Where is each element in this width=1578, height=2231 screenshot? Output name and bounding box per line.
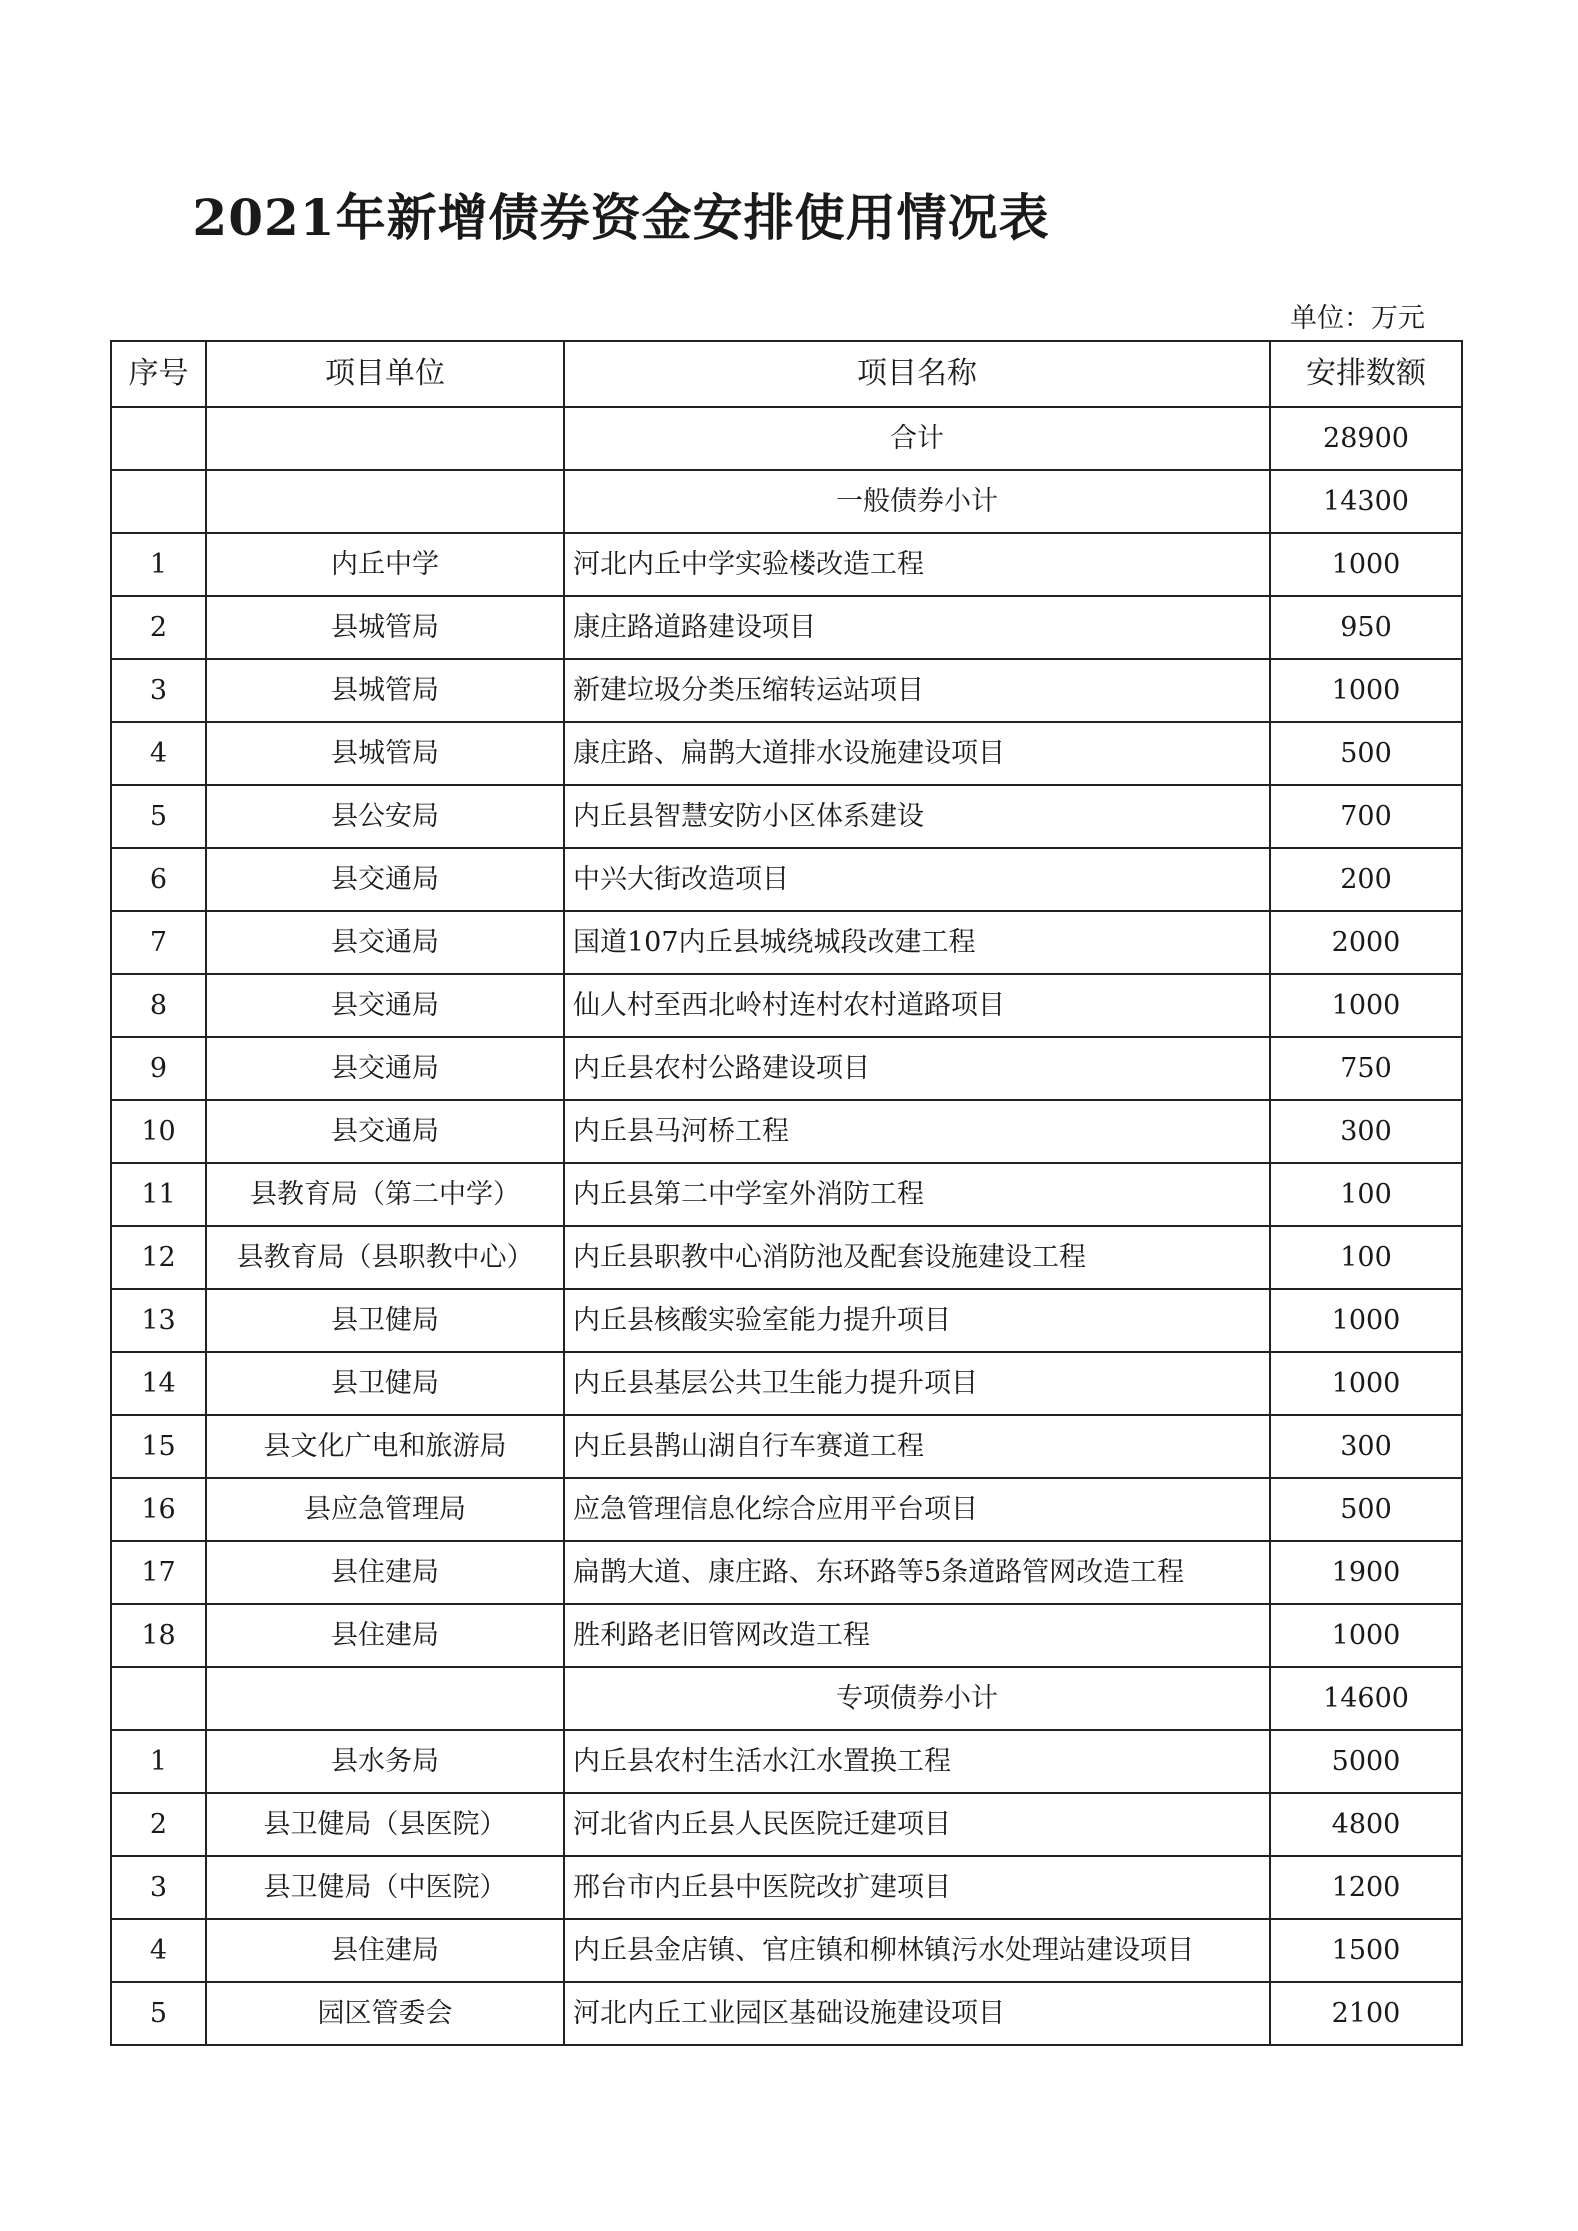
- row-seq: 1: [111, 1730, 206, 1793]
- row-name: 内丘县智慧安防小区体系建设: [564, 785, 1270, 848]
- table-row: [111, 659, 1462, 722]
- row-seq: 4: [111, 722, 206, 785]
- row-amount: 2100: [1270, 1982, 1462, 2045]
- row-seq: 2: [111, 596, 206, 659]
- row-seq: 10: [111, 1100, 206, 1163]
- row-seq: 4: [111, 1919, 206, 1982]
- allocation-table: [110, 340, 1463, 2046]
- total-row: [111, 407, 1462, 470]
- row-seq: 9: [111, 1037, 206, 1100]
- row-amount: 700: [1270, 785, 1462, 848]
- row-unit: 县住建局: [206, 1919, 564, 1982]
- row-unit: 县水务局: [206, 1730, 564, 1793]
- row-unit: 县教育局（第二中学）: [206, 1163, 564, 1226]
- row-amount: 1200: [1270, 1856, 1462, 1919]
- row-seq: 8: [111, 974, 206, 1037]
- row-seq: 11: [111, 1163, 206, 1226]
- page-title: 2021年新增债券资金安排使用情况表: [192, 188, 1050, 247]
- row-unit: 县交通局: [206, 974, 564, 1037]
- table-row: [111, 1226, 1462, 1289]
- table-row: [111, 848, 1462, 911]
- row-amount: 1500: [1270, 1919, 1462, 1982]
- table-row: [111, 911, 1462, 974]
- row-unit: 县住建局: [206, 1541, 564, 1604]
- table-row: [111, 533, 1462, 596]
- row-unit: 县卫健局: [206, 1352, 564, 1415]
- row-seq: 17: [111, 1541, 206, 1604]
- row-name: 内丘县基层公共卫生能力提升项目: [564, 1352, 1270, 1415]
- row-seq: 6: [111, 848, 206, 911]
- total-seq: [111, 407, 206, 470]
- table-row: [111, 974, 1462, 1037]
- general-subtotal-row: [111, 470, 1462, 533]
- row-unit: 县文化广电和旅游局: [206, 1415, 564, 1478]
- row-unit: 县教育局（县职教中心）: [206, 1226, 564, 1289]
- table-row: [111, 1919, 1462, 1982]
- row-name: 河北省内丘县人民医院迁建项目: [564, 1793, 1270, 1856]
- row-unit: 县交通局: [206, 911, 564, 974]
- unit-note: 单位：万元: [1290, 303, 1425, 334]
- row-name: 扁鹊大道、康庄路、东环路等5条道路管网改造工程: [564, 1541, 1270, 1604]
- row-name: 河北内丘工业园区基础设施建设项目: [564, 1982, 1270, 2045]
- row-name: 河北内丘中学实验楼改造工程: [564, 533, 1270, 596]
- row-amount: 300: [1270, 1415, 1462, 1478]
- row-seq: 5: [111, 1982, 206, 2045]
- table-row: [111, 596, 1462, 659]
- special-subtotal-seq: [111, 1667, 206, 1730]
- row-amount: 1000: [1270, 533, 1462, 596]
- row-unit: 县住建局: [206, 1604, 564, 1667]
- row-amount: 500: [1270, 722, 1462, 785]
- table-row: [111, 1037, 1462, 1100]
- row-seq: 5: [111, 785, 206, 848]
- row-name: 新建垃圾分类压缩转运站项目: [564, 659, 1270, 722]
- row-name: 内丘县鹊山湖自行车赛道工程: [564, 1415, 1270, 1478]
- table-row: [111, 1415, 1462, 1478]
- general-subtotal-label: 一般债券小计: [564, 470, 1270, 533]
- general-subtotal-unit: [206, 470, 564, 533]
- row-seq: 3: [111, 659, 206, 722]
- row-amount: 1000: [1270, 974, 1462, 1037]
- row-unit: 县城管局: [206, 659, 564, 722]
- row-unit: 县城管局: [206, 596, 564, 659]
- row-amount: 1000: [1270, 1289, 1462, 1352]
- total-amount: 28900: [1270, 407, 1462, 470]
- row-amount: 100: [1270, 1226, 1462, 1289]
- header-amount: 安排数额: [1270, 341, 1462, 407]
- table-row: [111, 1541, 1462, 1604]
- header-seq: 序号: [111, 341, 206, 407]
- row-name: 应急管理信息化综合应用平台项目: [564, 1478, 1270, 1541]
- row-unit: 县应急管理局: [206, 1478, 564, 1541]
- row-unit: 县卫健局（中医院）: [206, 1856, 564, 1919]
- row-seq: 13: [111, 1289, 206, 1352]
- table-row: [111, 1856, 1462, 1919]
- special-subtotal-amount: 14600: [1270, 1667, 1462, 1730]
- row-name: 内丘县金店镇、官庄镇和柳林镇污水处理站建设项目: [564, 1919, 1270, 1982]
- row-seq: 1: [111, 533, 206, 596]
- table-row: [111, 722, 1462, 785]
- row-seq: 15: [111, 1415, 206, 1478]
- row-name: 内丘县核酸实验室能力提升项目: [564, 1289, 1270, 1352]
- row-name: 国道107内丘县城绕城段改建工程: [564, 911, 1270, 974]
- table-row: [111, 1793, 1462, 1856]
- row-unit: 县交通局: [206, 1037, 564, 1100]
- table-row: [111, 1100, 1462, 1163]
- table-row: [111, 785, 1462, 848]
- row-unit: 内丘中学: [206, 533, 564, 596]
- row-seq: 7: [111, 911, 206, 974]
- row-unit: 县城管局: [206, 722, 564, 785]
- row-seq: 16: [111, 1478, 206, 1541]
- row-name: 康庄路道路建设项目: [564, 596, 1270, 659]
- row-amount: 1000: [1270, 1604, 1462, 1667]
- special-subtotal-label: 专项债券小计: [564, 1667, 1270, 1730]
- row-amount: 5000: [1270, 1730, 1462, 1793]
- row-amount: 200: [1270, 848, 1462, 911]
- row-seq: 2: [111, 1793, 206, 1856]
- row-amount: 4800: [1270, 1793, 1462, 1856]
- row-name: 胜利路老旧管网改造工程: [564, 1604, 1270, 1667]
- row-unit: 县卫健局: [206, 1289, 564, 1352]
- row-amount: 2000: [1270, 911, 1462, 974]
- row-name: 内丘县职教中心消防池及配套设施建设工程: [564, 1226, 1270, 1289]
- row-amount: 1000: [1270, 659, 1462, 722]
- special-subtotal-unit: [206, 1667, 564, 1730]
- table-row: [111, 1289, 1462, 1352]
- table-row: [111, 1478, 1462, 1541]
- row-amount: 1000: [1270, 1352, 1462, 1415]
- row-name: 仙人村至西北岭村连村农村道路项目: [564, 974, 1270, 1037]
- row-seq: 14: [111, 1352, 206, 1415]
- row-name: 内丘县农村生活水江水置换工程: [564, 1730, 1270, 1793]
- table-row: [111, 1730, 1462, 1793]
- row-unit: 县交通局: [206, 848, 564, 911]
- general-subtotal-seq: [111, 470, 206, 533]
- row-name: 内丘县农村公路建设项目: [564, 1037, 1270, 1100]
- general-subtotal-amount: 14300: [1270, 470, 1462, 533]
- row-amount: 300: [1270, 1100, 1462, 1163]
- total-label: 合计: [564, 407, 1270, 470]
- row-seq: 18: [111, 1604, 206, 1667]
- row-name: 邢台市内丘县中医院改扩建项目: [564, 1856, 1270, 1919]
- row-name: 内丘县马河桥工程: [564, 1100, 1270, 1163]
- header-unit: 项目单位: [206, 341, 564, 407]
- row-amount: 100: [1270, 1163, 1462, 1226]
- table-row: [111, 1982, 1462, 2045]
- row-seq: 3: [111, 1856, 206, 1919]
- row-name: 内丘县第二中学室外消防工程: [564, 1163, 1270, 1226]
- row-amount: 950: [1270, 596, 1462, 659]
- row-amount: 500: [1270, 1478, 1462, 1541]
- row-name: 康庄路、扁鹊大道排水设施建设项目: [564, 722, 1270, 785]
- row-unit: 县卫健局（县医院）: [206, 1793, 564, 1856]
- special-subtotal-row: [111, 1667, 1462, 1730]
- row-name: 中兴大街改造项目: [564, 848, 1270, 911]
- header-row: [111, 341, 1462, 407]
- header-name: 项目名称: [564, 341, 1270, 407]
- row-unit: 园区管委会: [206, 1982, 564, 2045]
- table-body: [111, 407, 1462, 2045]
- row-seq: 12: [111, 1226, 206, 1289]
- table-row: [111, 1604, 1462, 1667]
- row-unit: 县交通局: [206, 1100, 564, 1163]
- row-amount: 1900: [1270, 1541, 1462, 1604]
- total-unit: [206, 407, 564, 470]
- row-amount: 750: [1270, 1037, 1462, 1100]
- row-unit: 县公安局: [206, 785, 564, 848]
- table-row: [111, 1352, 1462, 1415]
- table-row: [111, 1163, 1462, 1226]
